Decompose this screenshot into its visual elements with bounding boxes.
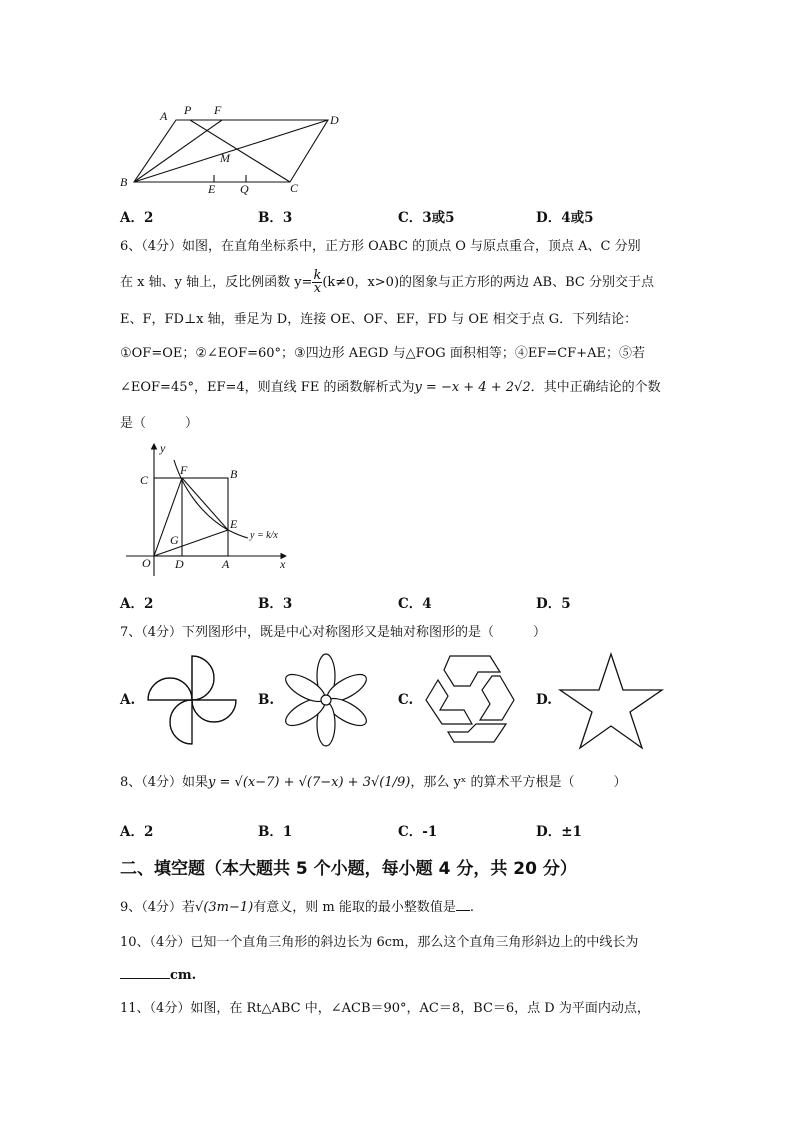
q7-option-d-label[interactable]: D. [536, 692, 552, 708]
recycle-figure[interactable] [420, 654, 520, 746]
q6-line-1: 6、（4分）如图，在直角坐标系中，正方形 OABC 的顶点 O 与原点重合，顶点 A、C 分别 [120, 239, 641, 254]
segment-ef [182, 478, 228, 530]
label-p: P [184, 103, 192, 117]
label-f: F [180, 463, 188, 477]
pinwheel-figure[interactable] [144, 652, 244, 748]
segment-bf [134, 120, 222, 182]
q7-option-a-label[interactable]: A. [120, 692, 136, 708]
q9-radical: √(3m−1) [195, 900, 254, 915]
label-x-axis: x [280, 557, 286, 571]
q8-option-d[interactable]: D．±1 [536, 824, 582, 840]
label-g: G [170, 533, 179, 547]
label-o: O [142, 556, 151, 570]
segment-bd [134, 120, 328, 182]
label-e: E [230, 517, 238, 531]
q8-stem: 8、（4分）如果y = √(x−7) + √(7−x) + 3√(1/9)，那么 yˣ 的算术平方根是（ ） [120, 775, 627, 790]
q7-stem: 7、（4分）下列图形中，既是中心对称图形又是轴对称图形的是（ ） [120, 625, 547, 640]
flower-figure[interactable] [278, 652, 374, 748]
label-a: A [160, 109, 168, 123]
section-fill-in-title: 二、填空题（本大题共 5 个小题，每小题 4 分，共 20 分） [120, 859, 577, 879]
q8-option-c[interactable]: C．-1 [398, 824, 438, 840]
q10-answer-blank[interactable] [120, 966, 170, 979]
label-c: C [290, 181, 299, 195]
q6-option-a[interactable]: A．2 [120, 596, 154, 612]
q10-line-2: cm. [120, 966, 196, 985]
q6-option-d[interactable]: D．5 [536, 596, 571, 612]
label-q: Q [240, 182, 249, 196]
segment-oe [154, 530, 228, 556]
q5-option-b[interactable]: B．3 [258, 210, 293, 226]
q9-answer-blank[interactable] [456, 898, 470, 911]
label-b: B [230, 467, 238, 481]
q6-option-b[interactable]: B．3 [258, 596, 293, 612]
q6-line-2: 在 x 轴、y 轴上，反比例函数 y= $\frac{k}{x}$ (k≠0，x>0)的图象与正方形的两边 AB、BC 分别交于点 [120, 268, 654, 296]
q7-option-c-label[interactable]: C. [398, 692, 414, 708]
q6-line-6: 是（ ） [120, 416, 199, 431]
label-f: F [214, 103, 222, 117]
coordinate-figure [120, 440, 300, 580]
label-d: D [330, 113, 339, 127]
q5-option-c[interactable]: C．3或5 [398, 210, 455, 226]
q6-option-c[interactable]: C．4 [398, 596, 432, 612]
label-b: B [120, 175, 128, 189]
q10-line-1: 10、（4分）已知一个直角三角形的斜边长为 6cm，那么这个直角三角形斜边上的中线长为 [120, 935, 639, 950]
label-y-axis: y [160, 441, 166, 455]
q7-option-b-label[interactable]: B. [258, 692, 275, 708]
q11-line-1: 11、（4分）如图，在 Rt△ABC 中，∠ACB＝90°，AC＝8，BC＝6，点 D 为平面内动点， [120, 1001, 650, 1016]
q8-option-a[interactable]: A．2 [120, 824, 154, 840]
parallelogram-figure [118, 100, 358, 196]
q6-line-5: ∠EOF=45°，EF=4，则直线 FE 的函数解析式为y = −x + 4 + 2√2．其中正确结论的个数 [120, 380, 661, 395]
q8-formula: y = √(x−7) + √(7−x) + 3√(1/9) [208, 775, 411, 790]
label-m: M [220, 151, 230, 165]
label-c: C [140, 473, 149, 487]
segment-pc [190, 120, 290, 182]
label-curve: y = k/x [250, 530, 278, 541]
label-d: D [175, 557, 184, 571]
q6-line-4: ①OF=OE；②∠EOF=60°；③四边形 AEGD 与△FOG 面积相等；④EF=CF+AE；⑤若 [120, 346, 645, 361]
star-figure[interactable] [556, 650, 666, 750]
label-a: A [222, 557, 230, 571]
q5-option-a[interactable]: A．2 [120, 210, 154, 226]
q6-line-3: E、F，FD⊥x 轴，垂足为 D，连接 OE、OF、EF，FD 与 OE 相交于点 G．下列结论： [120, 312, 638, 327]
q9-stem: 9、（4分）若√(3m−1)有意义，则 m 能取的最小整数值是 . [120, 900, 474, 915]
label-e: E [208, 182, 216, 196]
q5-option-d[interactable]: D．4或5 [536, 210, 594, 226]
line-fe-formula: y = −x + 4 + 2√2 [414, 380, 531, 395]
q8-option-b[interactable]: B．1 [258, 824, 293, 840]
